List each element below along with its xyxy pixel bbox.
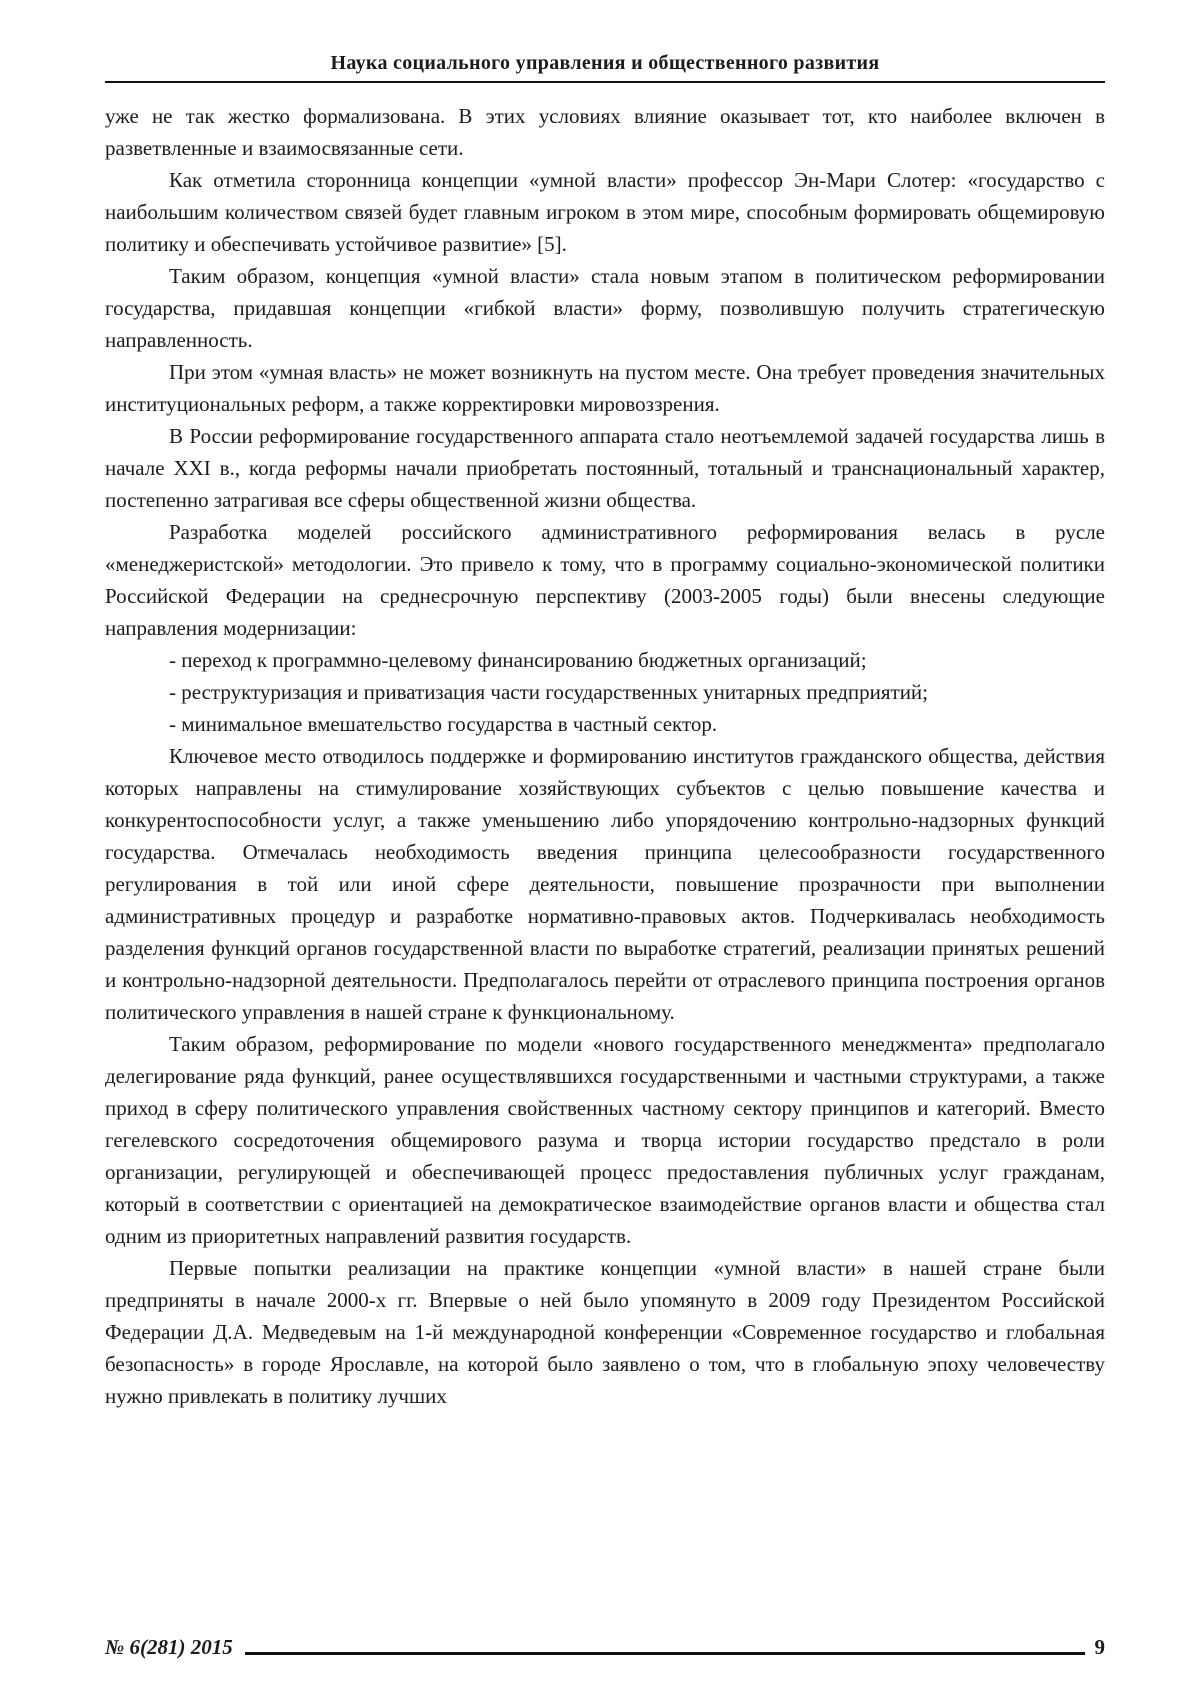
list-item: - минимальное вмешательство государства в частный сектор. xyxy=(169,712,718,736)
page-number: 9 xyxy=(1094,1635,1105,1659)
paragraph: Как отметила сторонница концепции «умной власти» профессор Эн-Мари Слотер: «государство с наибольшим количеством связей будет главным игроком в этом мире, способным формировать общемировую политику и обеспечивать устойчивое развитие» [5]. xyxy=(105,168,1105,256)
paragraph: Первые попытки реализации на практике концепции «умной власти» в нашей стране были предприняты в начале 2000-х гг. Впервые о ней было упомянуто в 2009 году Президентом Российской Федерации Д.А. Медведевым на 1-й международной конференции «Современное государство и глобальная безопасность» в городе Ярославле, на которой было заявлено о том, что в глобальную эпоху человечеству нужно привлекать в политику лучших xyxy=(105,1256,1105,1408)
paragraph: Ключевое место отводилось поддержке и формированию институтов гражданского общества, действия которых направлены на стимулирование хозяйствующих субъектов с целью повышение качества и конкурентоспособности услуг, а также уменьшению либо упорядочению контрольно-надзорных функций государства. Отмечалась необходимость введения принципа целесообразности государственного регулирования в той или иной сфере деятельности, повышение прозрачности при выполнении административных процедур и разработке нормативно-правовых актов. Подчеркивалась необходимость разделения функций органов государственной власти по выработке стратегий, реализации принятых решений и контрольно-надзорной деятельности. Предполагалось перейти от отраслевого принципа построения органов политического управления в нашей стране к функциональному. xyxy=(105,744,1105,1024)
page-footer xyxy=(105,1635,1105,1660)
paragraph: В России реформирование государственного аппарата стало неотъемлемой задачей государства лишь в начале XXI в., когда реформы начали приобретать постоянный, тотальный и транснациональный характер, постепенно затрагивая все сферы общественной жизни общества. xyxy=(105,424,1105,512)
paragraph: Разработка моделей российского административного реформирования велась в русле «менеджеристской» методологии. Это привело к тому, что в программу социально-экономической политики Российской Федерации на среднесрочную перспективу (2003-2005 годы) были внесены следующие направления модернизации: xyxy=(105,520,1105,640)
journal-title: Наука социального управления и общественного развития xyxy=(330,52,880,74)
journal-header xyxy=(105,52,1105,83)
paragraph: Таким образом, реформирование по модели «нового государственного менеджмента» предполагало делегирование ряда функций, ранее осуществлявшихся государственными и частными структурами, а также приход в сферу политического управления свойственных частному сектору принципов и категорий. Вместо гегелевского сосредоточения общемирового разума и творца истории государство предстало в роли организации, регулирующей и обеспечивающей процесс предоставления публичных услуг гражданам, который в соответствии с ориентацией на демократическое взаимодействие органов власти и общества стал одним из приоритетных направлений развития государств. xyxy=(105,1032,1105,1248)
list-item: - реструктуризация и приватизация части государственных унитарных предприятий; xyxy=(169,680,929,704)
footer-rule xyxy=(245,1652,1085,1655)
issue-number: № 6(281) 2015 xyxy=(105,1635,233,1659)
paragraph: уже не так жестко формализована. В этих условиях влияние оказывает тот, кто наиболее включен в разветвленные и взаимосвязанные сети. xyxy=(105,104,1105,160)
paragraph: При этом «умная власть» не может возникнуть на пустом месте. Она требует проведения значительных институциональных реформ, а также корректировки мировоззрения. xyxy=(105,360,1105,416)
article-body xyxy=(105,100,1105,1412)
list-item: - переход к программно-целевому финансированию бюджетных организаций; xyxy=(169,648,867,672)
paragraph: Таким образом, концепция «умной власти» стала новым этапом в политическом реформировании государства, придавшая концепции «гибкой власти» форму, позволившую получить стратегическую направленность. xyxy=(105,264,1105,352)
